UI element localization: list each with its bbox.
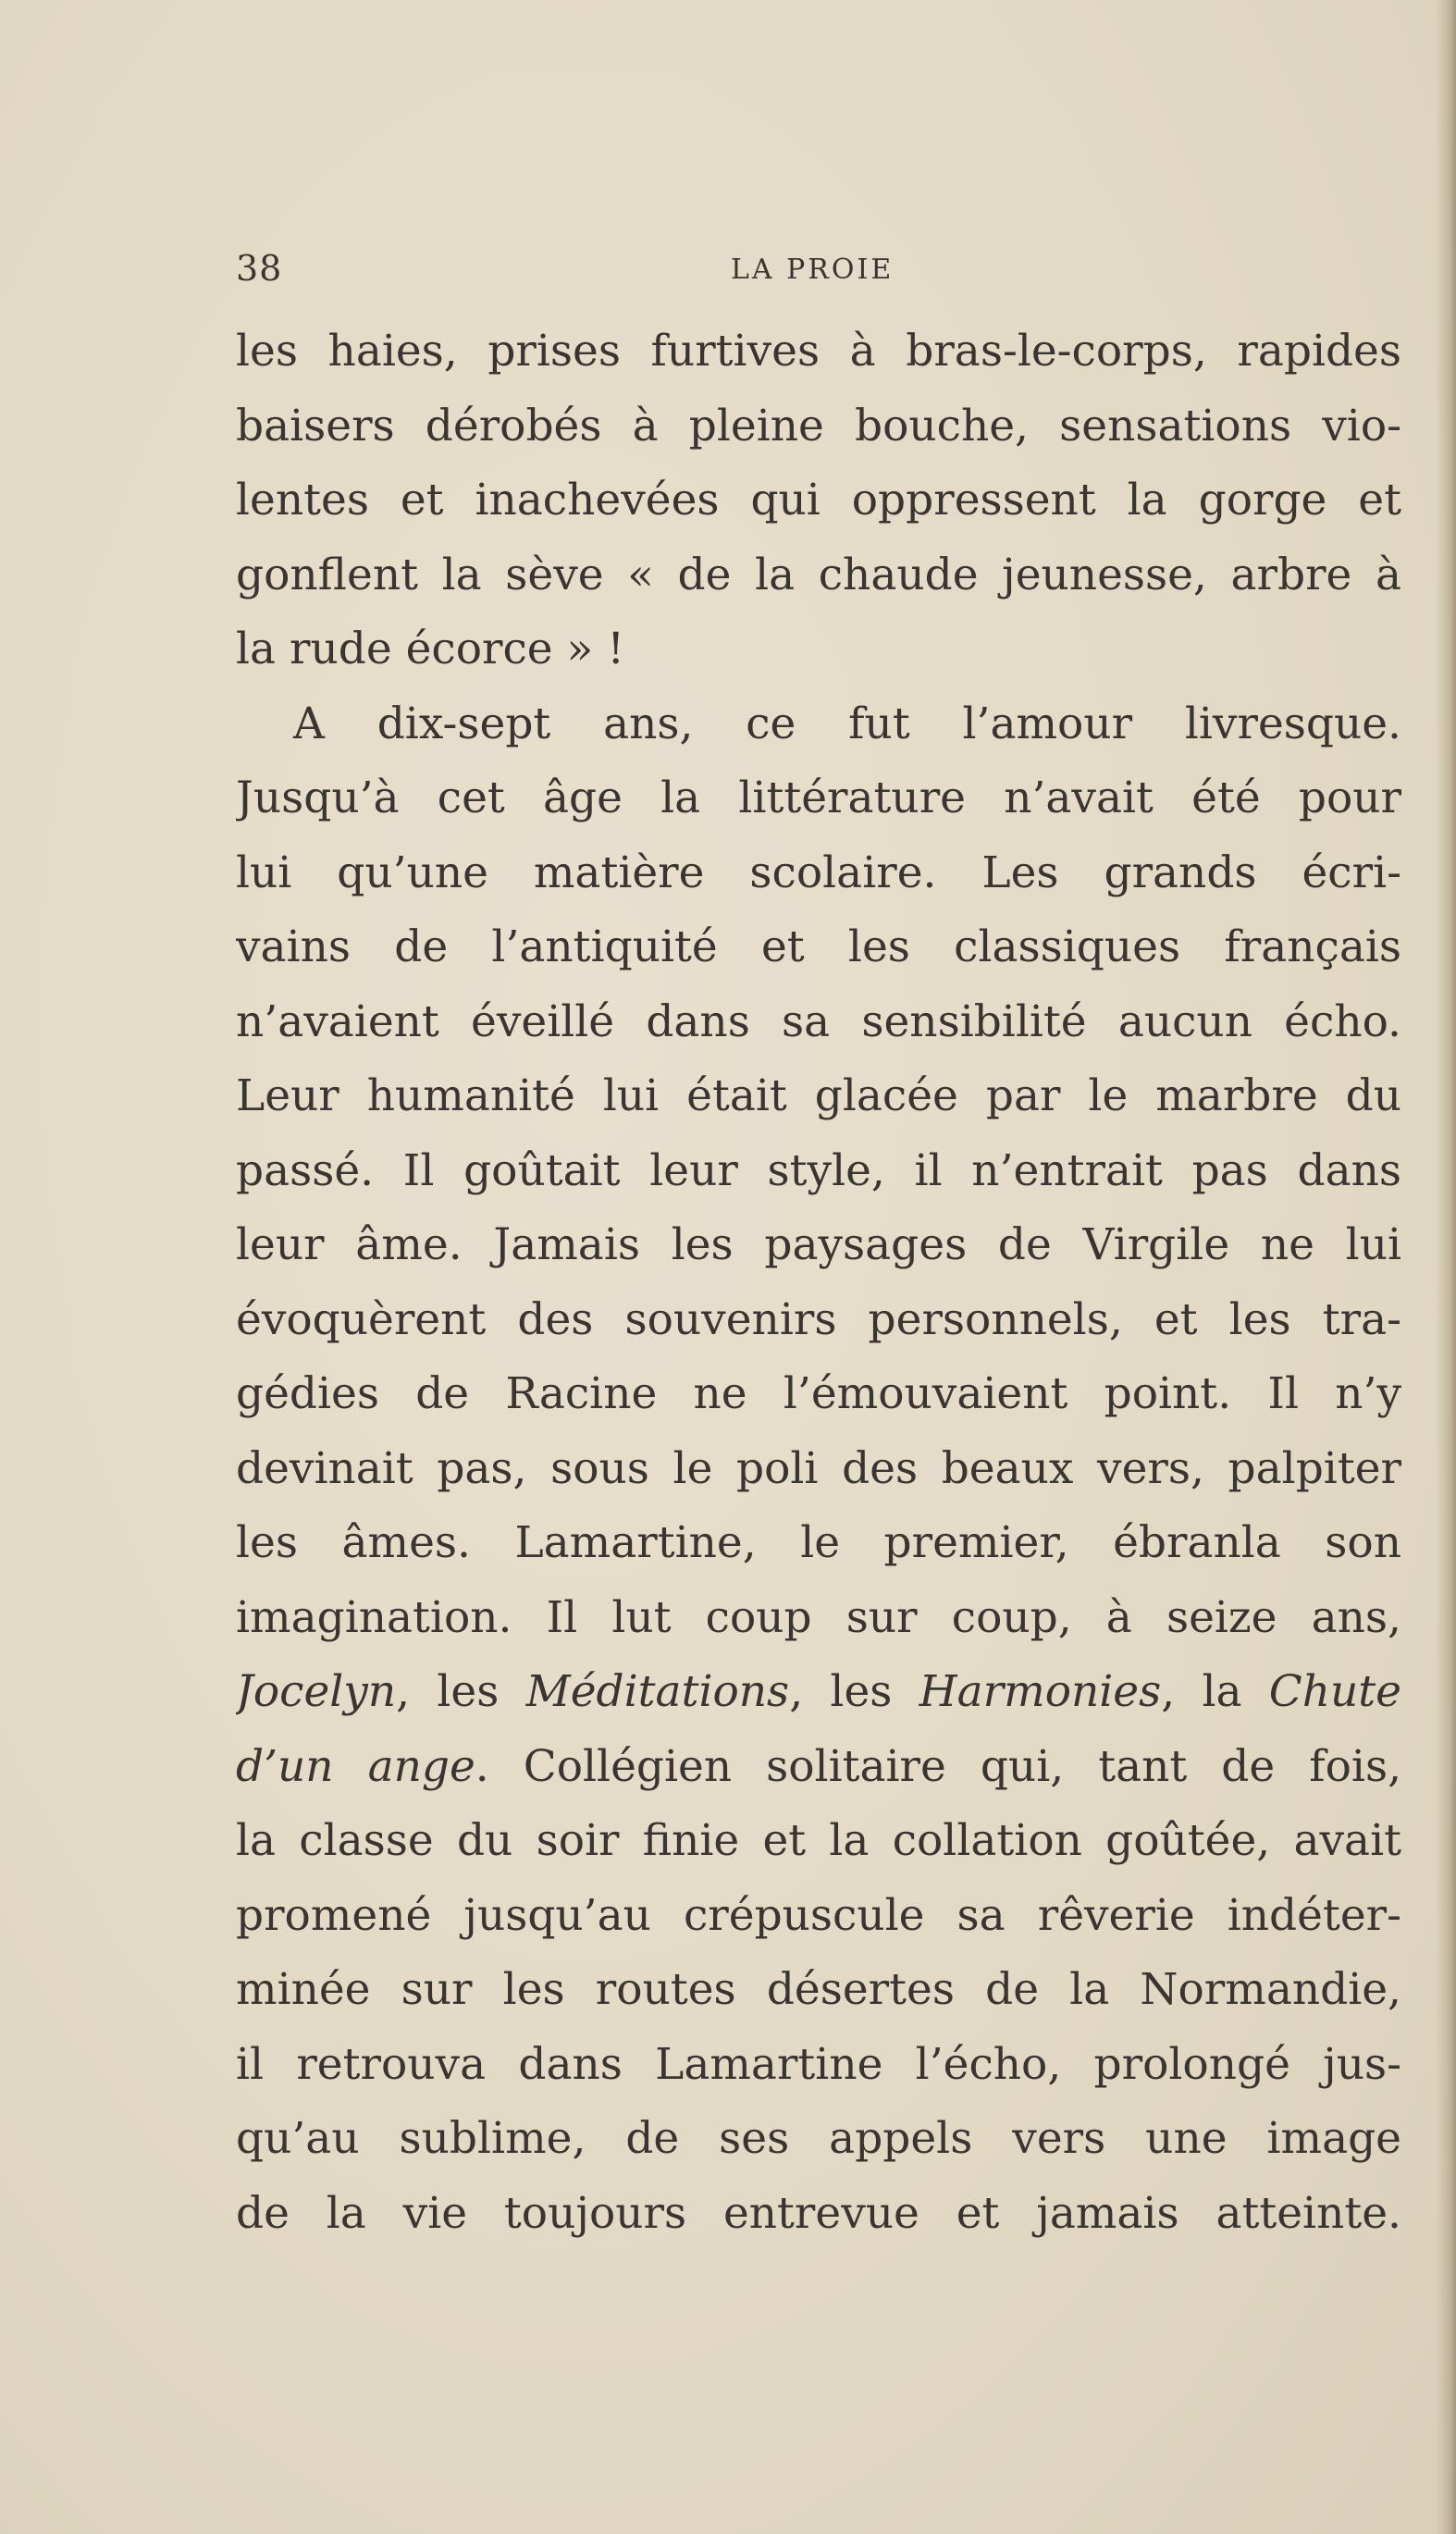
text-line: leur âme. Jamais les paysages de Virgile ne lui — [236, 1219, 1401, 1270]
title-meditations: Méditations — [525, 1666, 790, 1717]
page-number: 38 — [236, 248, 283, 289]
title-chute: Chute — [1268, 1666, 1401, 1717]
title-jocelyn: Jocelyn — [236, 1666, 397, 1717]
text-line: les haies, prises furtives à bras-le-corps, rapides — [236, 326, 1401, 377]
text-line: A dix-sept ans, ce fut l’amour livresque. — [293, 698, 1401, 749]
text-line: gonflent la sève « de la chaude jeunesse, arbre à — [236, 549, 1401, 600]
text-line: baisers dérobés à pleine bouche, sensations vio- — [236, 400, 1401, 451]
text-line: évoquèrent des souvenirs personnels, et les tra- — [236, 1293, 1401, 1345]
text-line: Jusqu’à cet âge la littérature n’avait été pour — [236, 773, 1401, 823]
text-line: qu’au sublime, de ses appels vers une image — [236, 2113, 1401, 2164]
text-line: la classe du soir finie et la collation goûtée, avait — [236, 1815, 1401, 1866]
text-line: de la vie toujours entrevue et jamais atteinte. — [236, 2187, 1401, 2239]
text-line: minée sur les routes désertes de la Normandie, — [236, 1964, 1401, 2015]
text-line: imagination. Il lut coup sur coup, à seize ans, — [236, 1591, 1401, 1643]
text-line: lui qu’une matière scolaire. Les grands écri- — [236, 847, 1401, 898]
text-line — [236, 1655, 1401, 1730]
text-fragment: , la — [1161, 1666, 1269, 1717]
text-line: il retrouva dans Lamartine l’écho, prolongé jus- — [236, 2038, 1401, 2090]
text-line — [236, 1730, 1401, 1805]
text-line: les âmes. Lamartine, le premier, ébranla son — [236, 1517, 1401, 1568]
text-line: n’avaient éveillé dans sa sensibilité aucun écho. — [236, 995, 1401, 1047]
text-line: gédies de Racine ne l’émouvaient point. Il n’y — [236, 1368, 1401, 1419]
text-fragment: , les — [396, 1666, 526, 1717]
text-line: la rude écorce » ! — [236, 624, 625, 674]
text-line: lentes et inachevées qui oppressent la gorge et — [236, 475, 1401, 525]
text-fragment: . Collégien solitaire qui, tant de fois, — [475, 1740, 1401, 1792]
body-text — [236, 315, 1401, 2251]
text-line: vains de l’antiquité et les classiques français — [236, 921, 1401, 972]
text-fragment: , les — [789, 1666, 919, 1717]
text-line: passé. Il goûtait leur style, il n’entrait pas dans — [236, 1144, 1401, 1196]
page-header — [236, 248, 1401, 303]
text-line: devinait pas, sous le poli des beaux vers, palpiter — [236, 1442, 1401, 1494]
page-edge-shadow — [1436, 0, 1456, 2534]
title-harmonies: Harmonies — [919, 1666, 1162, 1717]
running-head: LA PROIE — [731, 253, 895, 286]
title-ange: d’un ange — [236, 1740, 475, 1792]
text-line: Leur humanité lui était glacée par le marbre du — [236, 1070, 1401, 1121]
text-line: promené jusqu’au crépuscule sa rêverie indéter- — [236, 1889, 1401, 1941]
